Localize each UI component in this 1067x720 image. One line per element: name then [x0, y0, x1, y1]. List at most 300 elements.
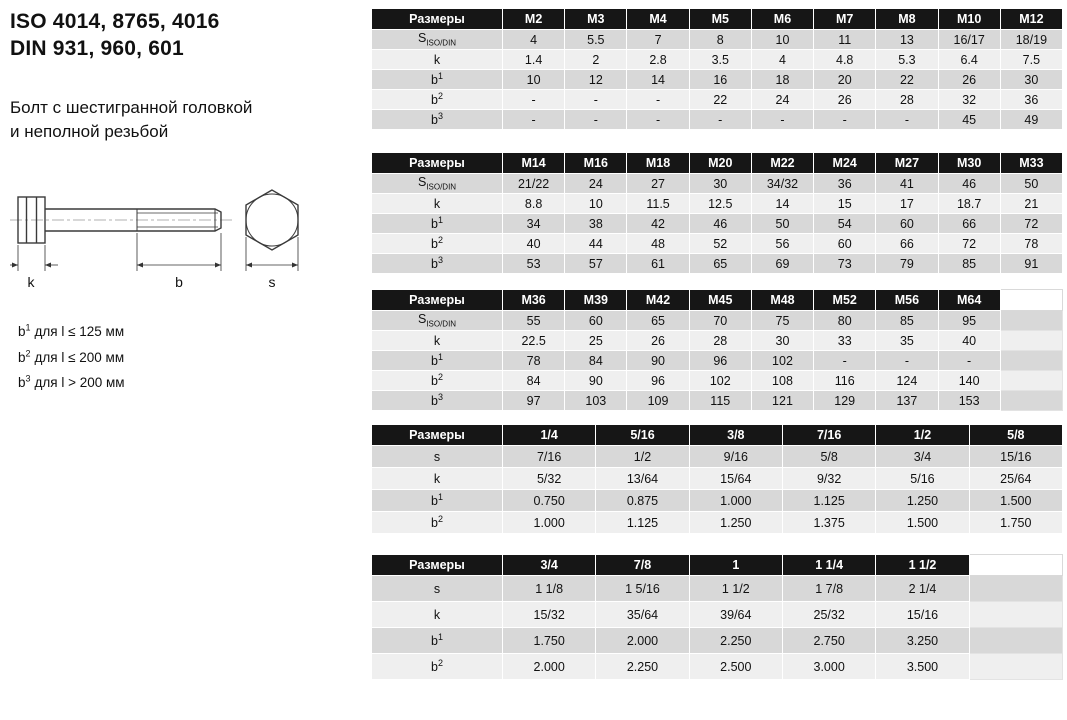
value-cell: 102 — [689, 371, 751, 391]
value-cell: 16/17 — [938, 30, 1000, 50]
value-cell: 28 — [876, 90, 938, 110]
value-cell: 97 — [503, 391, 565, 411]
footnote-b3 — [18, 370, 371, 396]
value-cell: 5.3 — [876, 50, 938, 70]
value-cell: - — [689, 110, 751, 130]
value-cell: 5.5 — [565, 30, 627, 50]
value-cell: 121 — [751, 391, 813, 411]
footnote-b2 — [18, 345, 371, 371]
column-header-M8: M8 — [876, 9, 938, 30]
value-cell: 16 — [689, 70, 751, 90]
value-cell: 24 — [751, 90, 813, 110]
value-cell: 72 — [1000, 214, 1062, 234]
value-cell: 21/22 — [503, 174, 565, 194]
value-cell: 25 — [565, 331, 627, 351]
value-cell: 153 — [938, 391, 1000, 411]
row-label-k: k — [372, 468, 503, 490]
row-label-b3: $b^3$ — [372, 110, 503, 130]
column-header-sizes: Размеры — [372, 290, 503, 311]
value-cell: 3.000 — [782, 654, 875, 680]
value-cell: 1.250 — [876, 490, 969, 512]
value-cell: 40 — [503, 234, 565, 254]
value-cell: 69 — [751, 254, 813, 274]
value-cell: 42 — [627, 214, 689, 234]
column-header-1-2: 1/2 — [876, 425, 969, 446]
value-cell: 35/64 — [596, 602, 689, 628]
value-cell: 72 — [938, 234, 1000, 254]
column-header-M42: M42 — [627, 290, 689, 311]
table-row — [372, 628, 1063, 654]
value-cell — [1000, 351, 1062, 371]
table-row — [372, 70, 1063, 90]
value-cell: 137 — [876, 391, 938, 411]
table-row — [372, 512, 1063, 534]
footnote-b1-text: для l ≤ 125 мм — [34, 323, 125, 339]
value-cell: 116 — [814, 371, 876, 391]
value-cell: 103 — [565, 391, 627, 411]
value-cell: 10 — [751, 30, 813, 50]
value-cell: 2 1/4 — [876, 576, 969, 602]
value-cell: 21 — [1000, 194, 1062, 214]
table-row — [372, 576, 1063, 602]
column-header-M30: M30 — [938, 153, 1000, 174]
value-cell: 4 — [503, 30, 565, 50]
footnote-b3-text: для l > 200 мм — [34, 375, 125, 391]
value-cell — [1000, 371, 1062, 391]
value-cell: 109 — [627, 391, 689, 411]
row-label-k: k — [372, 602, 503, 628]
value-cell: 79 — [876, 254, 938, 274]
column-header-M2: M2 — [503, 9, 565, 30]
value-cell: 84 — [503, 371, 565, 391]
value-cell: 78 — [1000, 234, 1062, 254]
value-cell: 2.750 — [782, 628, 875, 654]
value-cell: 15/32 — [503, 602, 596, 628]
value-cell: - — [751, 110, 813, 130]
column-header-sizes: Размеры — [372, 555, 503, 576]
value-cell: 1 7/8 — [782, 576, 875, 602]
column-header-7-8: 7/8 — [596, 555, 689, 576]
value-cell: 54 — [814, 214, 876, 234]
value-cell: 46 — [938, 174, 1000, 194]
dimension-label-k: k — [27, 273, 35, 290]
value-cell — [969, 628, 1062, 654]
page-subtitle — [10, 96, 371, 145]
table-row — [372, 90, 1063, 110]
value-cell: 2 — [565, 50, 627, 70]
value-cell: 2.000 — [596, 628, 689, 654]
table-header-row — [372, 555, 1063, 576]
value-cell: 11.5 — [627, 194, 689, 214]
column-header-M10: M10 — [938, 9, 1000, 30]
column-header-M52: M52 — [814, 290, 876, 311]
table-header-row — [372, 9, 1063, 30]
column-header-1-4: 1/4 — [503, 425, 596, 446]
value-cell: 61 — [627, 254, 689, 274]
row-label-k: k — [372, 331, 503, 351]
footnote-b3-symbol: b — [18, 375, 26, 391]
value-cell: 78 — [503, 351, 565, 371]
value-cell: 10 — [503, 70, 565, 90]
column-header-M33: M33 — [1000, 153, 1062, 174]
footnote-b1-sup: 1 — [25, 322, 31, 333]
dimension-table-3 — [371, 289, 1063, 411]
value-cell: 52 — [689, 234, 751, 254]
value-cell: 65 — [689, 254, 751, 274]
table-row — [372, 654, 1063, 680]
value-cell: 66 — [938, 214, 1000, 234]
value-cell: 7/16 — [503, 446, 596, 468]
row-label-S: $S_{ISO/DIN}$ — [372, 311, 503, 331]
value-cell: 26 — [814, 90, 876, 110]
value-cell: 18 — [751, 70, 813, 90]
value-cell: 34 — [503, 214, 565, 234]
value-cell: 0.875 — [596, 490, 689, 512]
value-cell: 65 — [627, 311, 689, 331]
value-cell: 32 — [938, 90, 1000, 110]
dimension-label-b: b — [175, 273, 183, 290]
value-cell: 53 — [503, 254, 565, 274]
table-header-row — [372, 425, 1063, 446]
value-cell: 2.250 — [596, 654, 689, 680]
value-cell: 129 — [814, 391, 876, 411]
table-row — [372, 174, 1063, 194]
value-cell: 15 — [814, 194, 876, 214]
value-cell: 80 — [814, 311, 876, 331]
value-cell: 5/32 — [503, 468, 596, 490]
value-cell: 26 — [627, 331, 689, 351]
subtitle-line-1: Болт с шестигранной головкой — [10, 97, 253, 117]
value-cell: 55 — [503, 311, 565, 331]
value-cell: 4.8 — [814, 50, 876, 70]
value-cell: 5/16 — [876, 468, 969, 490]
table-row — [372, 351, 1063, 371]
value-cell: - — [627, 110, 689, 130]
value-cell — [1000, 331, 1062, 351]
value-cell: - — [627, 90, 689, 110]
value-cell: 85 — [938, 254, 1000, 274]
dimension-table-5 — [371, 554, 1063, 680]
value-cell: 1 1/8 — [503, 576, 596, 602]
column-header-sizes: Размеры — [372, 9, 503, 30]
value-cell: - — [876, 110, 938, 130]
value-cell: 1.250 — [689, 512, 782, 534]
value-cell — [1000, 391, 1062, 411]
table-row — [372, 391, 1063, 411]
dimension-table-4 — [371, 424, 1063, 534]
column-header-M56: M56 — [876, 290, 938, 311]
value-cell — [969, 576, 1062, 602]
value-cell: 8 — [689, 30, 751, 50]
value-cell: 15/16 — [876, 602, 969, 628]
value-cell: 40 — [938, 331, 1000, 351]
row-label-b1: $b^1$ — [372, 214, 503, 234]
row-label-S: $S_{ISO/DIN}$ — [372, 30, 503, 50]
value-cell: 14 — [751, 194, 813, 214]
dimension-lines — [10, 233, 298, 271]
value-cell: 20 — [814, 70, 876, 90]
value-cell: 1 1/2 — [689, 576, 782, 602]
column-header-M4: M4 — [627, 9, 689, 30]
column-header-M22: M22 — [751, 153, 813, 174]
table-row — [372, 194, 1063, 214]
value-cell: 35 — [876, 331, 938, 351]
value-cell: 75 — [751, 311, 813, 331]
value-cell: 60 — [565, 311, 627, 331]
value-cell: 15/16 — [969, 446, 1062, 468]
value-cell: 3/4 — [876, 446, 969, 468]
value-cell: 2.000 — [503, 654, 596, 680]
value-cell: 3.5 — [689, 50, 751, 70]
value-cell: 34/32 — [751, 174, 813, 194]
value-cell: 108 — [751, 371, 813, 391]
column-header-1: 1 — [689, 555, 782, 576]
value-cell: 1.750 — [969, 512, 1062, 534]
column-header-M18: M18 — [627, 153, 689, 174]
value-cell: 36 — [814, 174, 876, 194]
table-row — [372, 371, 1063, 391]
value-cell: 6.4 — [938, 50, 1000, 70]
value-cell: 2.250 — [689, 628, 782, 654]
value-cell: 102 — [751, 351, 813, 371]
column-header-M7: M7 — [814, 9, 876, 30]
table-row — [372, 331, 1063, 351]
value-cell: 26 — [938, 70, 1000, 90]
value-cell: - — [938, 351, 1000, 371]
value-cell: 14 — [627, 70, 689, 90]
value-cell: 60 — [876, 214, 938, 234]
value-cell: 25/64 — [969, 468, 1062, 490]
value-cell: 9/32 — [782, 468, 875, 490]
dimension-label-s: s — [268, 273, 276, 290]
footnote-b3-sup: 3 — [25, 373, 31, 384]
value-cell: 46 — [689, 214, 751, 234]
column-header-M12: M12 — [1000, 9, 1062, 30]
value-cell: 39/64 — [689, 602, 782, 628]
column-header-M48: M48 — [751, 290, 813, 311]
table-row — [372, 50, 1063, 70]
value-cell — [969, 602, 1062, 628]
value-cell: 38 — [565, 214, 627, 234]
value-cell: 50 — [751, 214, 813, 234]
value-cell: 96 — [689, 351, 751, 371]
row-label-b1: $b^1$ — [372, 628, 503, 654]
table-row — [372, 234, 1063, 254]
column-header-M5: M5 — [689, 9, 751, 30]
value-cell: 7.5 — [1000, 50, 1062, 70]
footnotes — [10, 319, 371, 396]
table-row — [372, 110, 1063, 130]
value-cell: 0.750 — [503, 490, 596, 512]
column-header-empty — [1000, 290, 1062, 311]
bolt-technical-drawing — [10, 185, 312, 301]
column-header-5-8: 5/8 — [969, 425, 1062, 446]
value-cell: 1.500 — [876, 512, 969, 534]
footnote-b2-text: для l ≤ 200 мм — [34, 349, 125, 365]
value-cell: 1.500 — [969, 490, 1062, 512]
value-cell: 41 — [876, 174, 938, 194]
column-header-M24: M24 — [814, 153, 876, 174]
value-cell: 25/32 — [782, 602, 875, 628]
value-cell: 22 — [876, 70, 938, 90]
value-cell: 56 — [751, 234, 813, 254]
row-label-b2: $b^2$ — [372, 654, 503, 680]
value-cell: 95 — [938, 311, 1000, 331]
value-cell: 48 — [627, 234, 689, 254]
value-cell: 18/19 — [1000, 30, 1062, 50]
value-cell: 70 — [689, 311, 751, 331]
value-cell: 1.125 — [596, 512, 689, 534]
value-cell: - — [814, 351, 876, 371]
value-cell: 13 — [876, 30, 938, 50]
subtitle-line-2: и неполной резьбой — [10, 122, 169, 142]
column-header-M6: M6 — [751, 9, 813, 30]
table-header-row — [372, 290, 1063, 311]
value-cell: 10 — [565, 194, 627, 214]
value-cell: 1.125 — [782, 490, 875, 512]
title-iso: ISO 4014, 8765, 4016 — [10, 10, 220, 33]
value-cell: 1 5/16 — [596, 576, 689, 602]
table-row — [372, 254, 1063, 274]
value-cell: 30 — [751, 331, 813, 351]
column-header-M14: M14 — [503, 153, 565, 174]
row-label-k: k — [372, 194, 503, 214]
value-cell: 12 — [565, 70, 627, 90]
value-cell — [969, 654, 1062, 680]
column-header-7-16: 7/16 — [782, 425, 875, 446]
title-din: DIN 931, 960, 601 — [10, 37, 184, 61]
column-header-sizes: Размеры — [372, 425, 503, 446]
value-cell: 1.000 — [689, 490, 782, 512]
value-cell: 22 — [689, 90, 751, 110]
column-header-M27: M27 — [876, 153, 938, 174]
value-cell: 27 — [627, 174, 689, 194]
table-header-row — [372, 153, 1063, 174]
value-cell: 11 — [814, 30, 876, 50]
value-cell: 3.500 — [876, 654, 969, 680]
value-cell: 50 — [1000, 174, 1062, 194]
footnote-b2-sup: 2 — [25, 348, 31, 359]
value-cell: 140 — [938, 371, 1000, 391]
value-cell: - — [503, 110, 565, 130]
table-row — [372, 214, 1063, 234]
value-cell: 49 — [1000, 110, 1062, 130]
row-label-b2: $b^2$ — [372, 90, 503, 110]
value-cell: 1.750 — [503, 628, 596, 654]
page-title — [10, 8, 371, 63]
value-cell: 7 — [627, 30, 689, 50]
column-header-3-8: 3/8 — [689, 425, 782, 446]
column-header-1-1-2: 1 1/2 — [876, 555, 969, 576]
row-label-s: s — [372, 576, 503, 602]
table-row — [372, 602, 1063, 628]
value-cell: 8.8 — [503, 194, 565, 214]
value-cell: 90 — [627, 351, 689, 371]
row-label-k: k — [372, 50, 503, 70]
row-label-b2: $b^2$ — [372, 234, 503, 254]
dimension-table-2 — [371, 152, 1063, 274]
value-cell: 12.5 — [689, 194, 751, 214]
value-cell: 57 — [565, 254, 627, 274]
column-header-M20: M20 — [689, 153, 751, 174]
column-header-M64: M64 — [938, 290, 1000, 311]
table-row — [372, 30, 1063, 50]
column-header-M36: M36 — [503, 290, 565, 311]
value-cell: 17 — [876, 194, 938, 214]
footnote-b2-symbol: b — [18, 349, 26, 365]
value-cell: 3.250 — [876, 628, 969, 654]
row-label-b2: $b^2$ — [372, 371, 503, 391]
column-header-sizes: Размеры — [372, 153, 503, 174]
row-label-s: s — [372, 446, 503, 468]
value-cell: - — [876, 351, 938, 371]
column-header-M16: M16 — [565, 153, 627, 174]
value-cell: 66 — [876, 234, 938, 254]
column-header-3-4: 3/4 — [503, 555, 596, 576]
value-cell: 60 — [814, 234, 876, 254]
table-row — [372, 490, 1063, 512]
value-cell: 18.7 — [938, 194, 1000, 214]
value-cell: 44 — [565, 234, 627, 254]
column-header-M39: M39 — [565, 290, 627, 311]
value-cell: 2.500 — [689, 654, 782, 680]
value-cell: 36 — [1000, 90, 1062, 110]
tables-panel — [371, 0, 1067, 720]
row-label-b2: $b^2$ — [372, 512, 503, 534]
table-row — [372, 446, 1063, 468]
value-cell: 28 — [689, 331, 751, 351]
footnote-b1 — [18, 319, 371, 345]
row-label-S: $S_{ISO/DIN}$ — [372, 174, 503, 194]
row-label-b1: $b^1$ — [372, 351, 503, 371]
value-cell: 24 — [565, 174, 627, 194]
column-header-M45: M45 — [689, 290, 751, 311]
value-cell: 5/8 — [782, 446, 875, 468]
value-cell: 1.375 — [782, 512, 875, 534]
column-header-M3: M3 — [565, 9, 627, 30]
footnote-b1-symbol: b — [18, 323, 26, 339]
value-cell: 1.000 — [503, 512, 596, 534]
value-cell: 30 — [689, 174, 751, 194]
value-cell: 9/16 — [689, 446, 782, 468]
value-cell: 15/64 — [689, 468, 782, 490]
value-cell: 33 — [814, 331, 876, 351]
column-header-1-1-4: 1 1/4 — [782, 555, 875, 576]
value-cell: 124 — [876, 371, 938, 391]
value-cell: 2.8 — [627, 50, 689, 70]
row-label-b3: $b^3$ — [372, 391, 503, 411]
value-cell: 90 — [565, 371, 627, 391]
row-label-b3: $b^3$ — [372, 254, 503, 274]
value-cell: 22.5 — [503, 331, 565, 351]
table-row — [372, 311, 1063, 331]
value-cell: 73 — [814, 254, 876, 274]
value-cell: - — [565, 90, 627, 110]
table-row — [372, 468, 1063, 490]
value-cell: 91 — [1000, 254, 1062, 274]
column-header-5-16: 5/16 — [596, 425, 689, 446]
column-header-empty — [969, 555, 1062, 576]
value-cell: - — [814, 110, 876, 130]
value-cell: 84 — [565, 351, 627, 371]
value-cell: - — [565, 110, 627, 130]
dimension-table-1 — [371, 8, 1063, 130]
row-label-b1: $b^1$ — [372, 70, 503, 90]
value-cell: 13/64 — [596, 468, 689, 490]
value-cell: 85 — [876, 311, 938, 331]
value-cell: 1.4 — [503, 50, 565, 70]
info-panel — [0, 0, 371, 720]
